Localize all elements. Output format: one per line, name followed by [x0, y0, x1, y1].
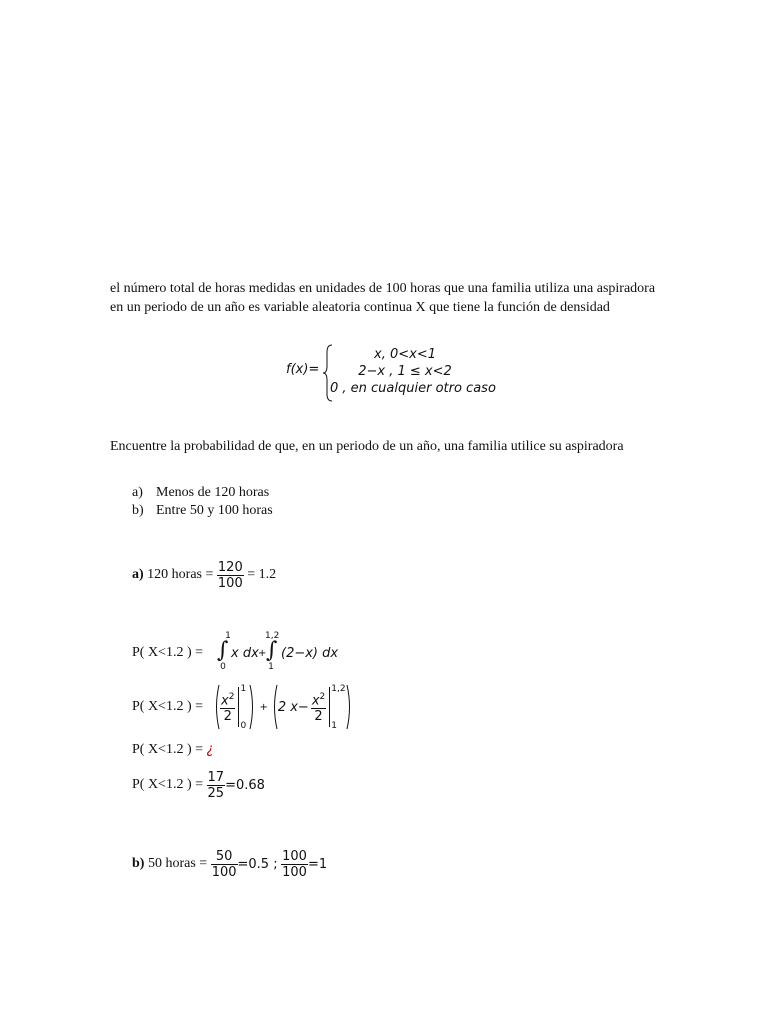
part-b-fraction-1: [211, 849, 238, 880]
right-paren-icon: [249, 684, 256, 730]
eval-bar: [238, 684, 249, 731]
term2-fraction: [311, 690, 326, 724]
term2-exponent: 2: [319, 691, 326, 702]
list-marker: b): [132, 503, 144, 518]
integral-sign-icon: ∫: [217, 638, 229, 663]
term1-numerator: x: [221, 693, 229, 709]
fraction-numerator: 100: [282, 848, 307, 864]
right-paren-icon: [346, 684, 353, 730]
int2-upper: 1,2: [265, 631, 280, 641]
term1-denominator: 2: [223, 709, 232, 725]
fraction-numerator: 50: [211, 849, 238, 865]
fraction-denominator: 100: [211, 864, 237, 880]
int2-body: (2−x) dx: [281, 646, 339, 661]
fraction-denominator: 25: [207, 785, 225, 801]
term1-upper: 1: [240, 684, 247, 694]
part-b-fraction-2: [281, 849, 308, 880]
left-paren-icon: [213, 684, 220, 730]
list-marker: a): [132, 485, 143, 500]
left-paren-icon: [271, 684, 278, 730]
p-label-text: P( X<1.2 ) =: [132, 777, 204, 792]
int1-lower: 0: [220, 662, 226, 672]
density-lhs-text: f(x)=: [286, 362, 320, 377]
conversion-result: = 1.2: [247, 567, 277, 582]
placeholder-symbol: ¿: [206, 742, 214, 757]
fraction-numerator: 17: [207, 769, 225, 785]
list-item: [132, 503, 273, 519]
result-fraction: [207, 770, 226, 801]
term1-lower: 0: [240, 721, 247, 731]
term2-numerator: x: [311, 693, 320, 709]
term2-lower: 1: [331, 721, 337, 731]
list-text: Entre 50 y 100 horas: [156, 503, 273, 518]
int2-lower: 1: [268, 662, 274, 672]
term1-exponent: 2: [228, 691, 235, 702]
part-a-label: a): [132, 567, 144, 582]
intro-paragraph: el número total de horas medidas en unidades de 100 horas que una familia utiliza una aspiradora en un periodo de un año es variable aleatoria continua X que tiene la función de densidad: [110, 281, 656, 315]
conversion-prefix: 120 horas =: [147, 567, 214, 582]
p-label-2: P( X<1.2 ) =: [132, 699, 204, 714]
part-b-prefix: 50 horas =: [147, 856, 208, 871]
part-a-conversion: [132, 558, 276, 592]
part-b-conversion: [132, 847, 327, 881]
int1-body: x dx: [231, 646, 259, 661]
plus-sign: +: [258, 648, 267, 659]
part-b-result-1: =0.5 ;: [237, 856, 278, 872]
p-label-1: P( X<1.2 ) =: [132, 645, 204, 660]
p-result-line: [132, 768, 265, 802]
plus-sign: +: [259, 701, 268, 713]
list-text: Menos de 120 horas: [156, 485, 270, 500]
p-label-text: P( X<1.2 ) =: [132, 742, 204, 757]
list-item: [132, 485, 269, 501]
term1-fraction: [220, 690, 235, 724]
question-paragraph: Encuentre la probabilidad de que, en un periodo de un año, una familia utilice su aspiradora: [110, 439, 624, 454]
density-row-1: x, 0<x<1: [374, 347, 436, 362]
density-lhs: [286, 362, 319, 377]
term2-upper: 1,2: [331, 684, 346, 694]
density-row-2: 2−x , 1 ≤ x<2: [358, 364, 452, 379]
term2-prefix: 2 x−: [277, 699, 309, 715]
term2-denominator: 2: [314, 709, 323, 725]
fraction-denominator: 100: [217, 575, 243, 591]
part-b-result-2: =1: [307, 856, 328, 872]
fraction-denominator: 100: [282, 864, 307, 880]
eval-bar: [329, 684, 346, 731]
antiderivative-expression: [213, 684, 353, 730]
p-label-3: [132, 742, 213, 758]
fraction-numerator: 120: [217, 559, 243, 575]
integral-sign-icon: ∫: [266, 638, 278, 663]
density-row-3: 0 , en cualquier otro caso: [330, 381, 496, 396]
result-value: =0.68: [225, 777, 265, 793]
part-b-label: b): [132, 856, 145, 871]
conversion-fraction: [217, 560, 244, 591]
int1-upper: 1: [225, 631, 231, 641]
